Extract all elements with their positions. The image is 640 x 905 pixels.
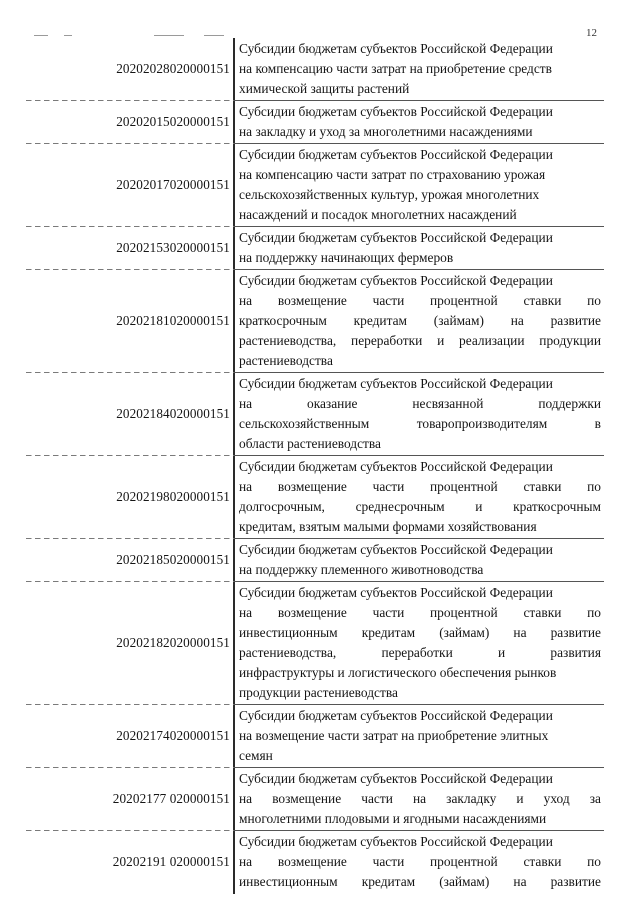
scan-artifact-marks: [34, 35, 234, 37]
description-line: семян: [239, 748, 273, 763]
budget-code: 20202015020000151: [116, 113, 230, 129]
description-line: Субсидии бюджетам субъектов Российской Федерации: [239, 230, 553, 245]
column-divider: [233, 539, 235, 582]
table-row: [0, 373, 640, 456]
column-divider: [233, 373, 235, 456]
budget-code: 20202153020000151: [116, 239, 230, 255]
description-line: Субсидии бюджетам субъектов Российской Федерации: [239, 459, 553, 474]
description-line: сельскохозяйственных культур, урожая многолетних: [239, 187, 540, 202]
subsidy-description: [239, 583, 601, 703]
table-row: [0, 227, 640, 270]
table-row: [0, 539, 640, 582]
description-line: Субсидии бюджетам субъектов Российской Федерации: [239, 542, 553, 557]
table-row: [0, 456, 640, 539]
description-line: Субсидии бюджетам субъектов Российской Федерации: [239, 273, 553, 288]
description-line: на возмещение части процентной ставки по: [239, 293, 601, 308]
column-divider: [233, 456, 235, 539]
description-line: растениеводства, переработки и реализации продукции: [239, 333, 601, 348]
description-line: Субсидии бюджетам субъектов Российской Федерации: [239, 585, 553, 600]
description-line: на поддержку племенного животноводства: [239, 562, 484, 577]
description-line: химической защиты растений: [239, 81, 410, 96]
description-line: Субсидии бюджетам субъектов Российской Федерации: [239, 41, 553, 56]
description-line: продукции растениеводства: [239, 685, 398, 700]
subsidy-description: [239, 457, 601, 537]
budget-code: 20202182020000151: [116, 634, 230, 650]
description-line: долгосрочным, среднесрочным и краткосрочным: [239, 499, 601, 514]
budget-code: 20202185020000151: [116, 551, 230, 567]
description-line: на компенсацию части затрат на приобретение средств: [239, 61, 552, 76]
description-line: Субсидии бюджетам субъектов Российской Федерации: [239, 104, 553, 119]
budget-code: 20202184020000151: [116, 405, 230, 421]
subsidy-description: [239, 706, 601, 766]
description-line: Субсидии бюджетам субъектов Российской Федерации: [239, 834, 553, 849]
description-line: насаждений и посадок многолетних насаждений: [239, 207, 517, 222]
description-line: на закладку и уход за многолетними насаждениями: [239, 124, 533, 139]
description-line: инвестиционным кредитам (займам) на развитие: [239, 625, 601, 640]
subsidy-description: [239, 145, 601, 225]
subsidy-description: [239, 374, 601, 454]
description-line: на возмещение части на закладку и уход за: [239, 791, 601, 806]
table-row: [0, 270, 640, 373]
column-divider: [233, 144, 235, 227]
budget-code: 20202198020000151: [116, 488, 230, 504]
column-divider: [233, 270, 235, 373]
column-divider: [233, 227, 235, 270]
budget-code: 20202177 020000151: [112, 790, 230, 806]
table-row: [0, 705, 640, 768]
table-row: [0, 144, 640, 227]
subsidy-description: [239, 540, 601, 580]
description-line: на поддержку начинающих фермеров: [239, 250, 454, 265]
description-line: инфраструктуры и логистического обеспечения рынков: [239, 665, 557, 680]
table-row: [0, 38, 640, 101]
description-line: на возмещение части процентной ставки по: [239, 854, 601, 869]
column-divider: [233, 705, 235, 768]
budget-code: 20202174020000151: [116, 727, 230, 743]
description-line: на компенсацию части затрат по страхованию урожая: [239, 167, 546, 182]
table-row: [0, 101, 640, 144]
description-line: Субсидии бюджетам субъектов Российской Федерации: [239, 147, 553, 162]
column-divider: [233, 582, 235, 705]
description-line: Субсидии бюджетам субъектов Российской Федерации: [239, 771, 553, 786]
table-row: [0, 831, 640, 894]
table-row: [0, 768, 640, 831]
subsidy-description: [239, 102, 601, 142]
column-divider: [233, 101, 235, 144]
column-divider: [233, 831, 235, 894]
table-row: [0, 582, 640, 705]
subsidy-table: [0, 38, 640, 894]
budget-code: 20202028020000151: [116, 60, 230, 76]
page-number: 12: [586, 27, 597, 39]
description-line: сельскохозяйственным товаропроизводителям в: [239, 416, 601, 431]
subsidy-description: [239, 39, 601, 99]
description-line: Субсидии бюджетам субъектов Российской Федерации: [239, 376, 553, 391]
subsidy-description: [239, 271, 601, 371]
description-line: кредитам, взятым малыми формами хозяйствования: [239, 519, 537, 534]
description-line: на возмещение части процентной ставки по: [239, 605, 601, 620]
budget-code: 20202191 020000151: [112, 853, 230, 869]
column-divider: [233, 38, 235, 101]
budget-code: 20202181020000151: [116, 312, 230, 328]
description-line: краткосрочным кредитам (займам) на развитие: [239, 313, 601, 328]
budget-code: 20202017020000151: [116, 176, 230, 192]
description-line: инвестиционным кредитам (займам) на развитие: [239, 874, 601, 889]
description-line: на оказание несвязанной поддержки: [239, 396, 601, 411]
description-line: растениеводства, переработки и развития: [239, 645, 601, 660]
subsidy-description: [239, 228, 601, 268]
column-divider: [233, 768, 235, 831]
description-line: растениеводства: [239, 353, 333, 368]
description-line: многолетними плодовыми и ягодными насаждениями: [239, 811, 547, 826]
description-line: Субсидии бюджетам субъектов Российской Федерации: [239, 708, 553, 723]
description-line: области растениеводства: [239, 436, 382, 451]
description-line: на возмещение части процентной ставки по: [239, 479, 601, 494]
subsidy-description: [239, 832, 601, 892]
subsidy-description: [239, 769, 601, 829]
description-line: на возмещение части затрат на приобретение элитных: [239, 728, 549, 743]
